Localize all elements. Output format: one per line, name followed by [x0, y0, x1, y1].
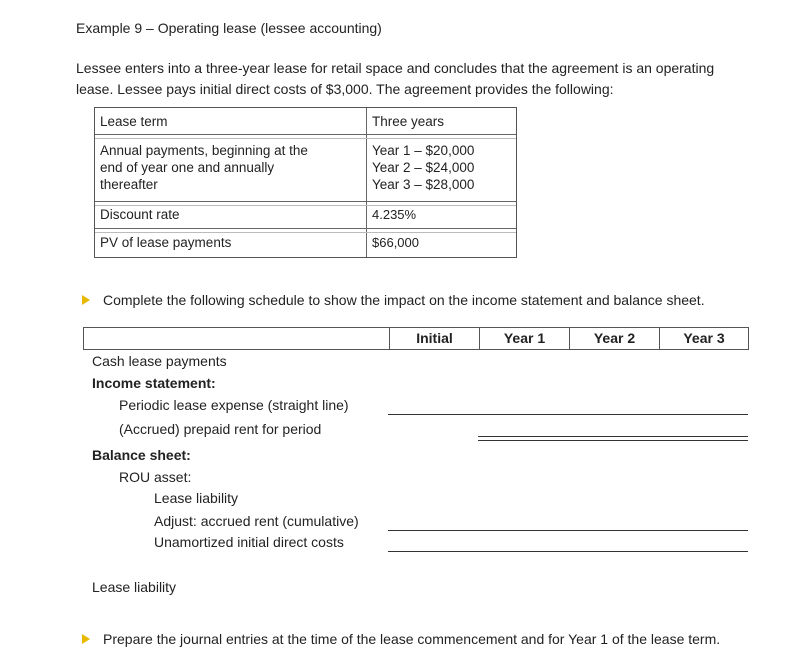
- annual-payment-year1: Year 1 – $20,000: [372, 143, 475, 158]
- schedule-header: [83, 327, 749, 350]
- annual-payment-year2: Year 2 – $24,000: [372, 160, 475, 175]
- row-rou-asset: ROU asset:: [119, 469, 192, 485]
- instruction-complete-schedule: Complete the following schedule to show the impact on the income statement and balance sheet.: [103, 292, 705, 308]
- discount-rate-value: 4.235%: [372, 207, 417, 222]
- row-periodic-lease-expense: Periodic lease expense (straight line): [119, 397, 349, 413]
- col-initial: Initial: [389, 328, 479, 349]
- annual-payment-year3: Year 3 – $28,000: [372, 177, 475, 192]
- lease-term-value: Three years: [372, 114, 445, 129]
- instruction-journal-entries: Prepare the journal entries at the time of the lease commencement and for Year 1 of the lease term.: [103, 631, 721, 647]
- row-adjust-accrued-rent: Adjust: accrued rent (cumulative): [154, 513, 359, 529]
- pv-lease-payments-value: $66,000: [372, 235, 419, 250]
- annual-payments-label-1: Annual payments, beginning at the: [100, 143, 308, 158]
- bullet-arrow-icon: [82, 295, 90, 305]
- rule-accrued-bottom: [478, 440, 748, 441]
- rule-periodic-expense: [388, 414, 748, 415]
- intro-line-1: Lessee enters into a three-year lease for retail space and concludes that the agreement is an operating: [76, 60, 715, 76]
- rule-accrued-top: [478, 436, 748, 437]
- rule-unamortized: [388, 551, 748, 552]
- balance-sheet-heading: Balance sheet:: [92, 447, 191, 463]
- intro-line-2: lease. Lessee pays initial direct costs of $3,000. The agreement provides the following:: [76, 81, 614, 97]
- row-unamortized-idc: Unamortized initial direct costs: [154, 534, 344, 550]
- col-year-1: Year 1: [479, 328, 569, 349]
- page-title: Example 9 – Operating lease (lessee accounting): [76, 20, 382, 36]
- pv-lease-payments-label: PV of lease payments: [100, 235, 232, 250]
- lease-term-label: Lease term: [100, 114, 168, 129]
- row-lease-liability: Lease liability: [92, 579, 177, 595]
- annual-payments-label-2: end of year one and annually: [100, 160, 275, 175]
- bullet-arrow-icon: [82, 634, 90, 644]
- income-statement-heading: Income statement:: [92, 375, 216, 391]
- annual-payments-label-3: thereafter: [100, 177, 158, 192]
- col-year-2: Year 2: [569, 328, 659, 349]
- discount-rate-label: Discount rate: [100, 207, 180, 222]
- col-year-3: Year 3: [659, 328, 748, 349]
- row-lease-liability-sub: Lease liability: [154, 490, 239, 506]
- rule-adjust-accrued: [388, 530, 748, 531]
- row-accrued-prepaid-rent: (Accrued) prepaid rent for period: [119, 421, 322, 437]
- row-cash-lease-payments: Cash lease payments: [92, 353, 227, 369]
- lease-terms-table: [94, 107, 517, 258]
